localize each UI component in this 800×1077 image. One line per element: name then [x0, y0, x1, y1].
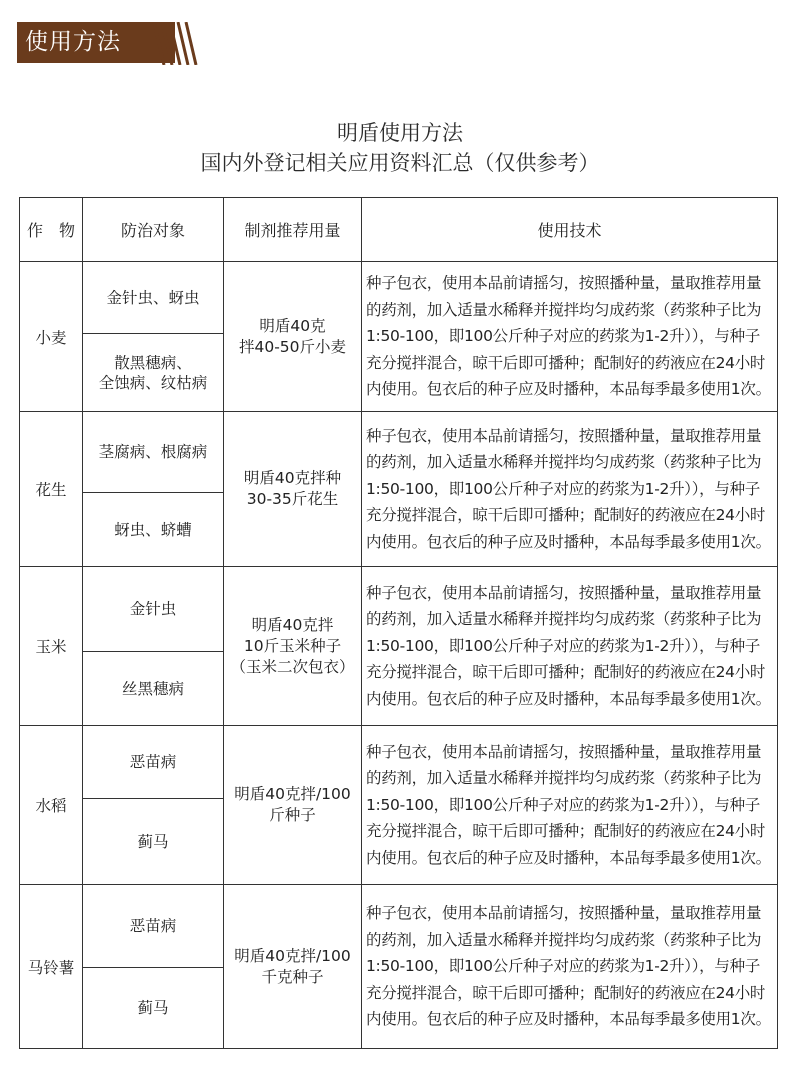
target-cell [83, 334, 224, 412]
header-technique: 使用技术 [362, 198, 778, 262]
target-cell: 恶苗病 [83, 726, 224, 799]
target-cell: 金针虫、蚜虫 [83, 262, 224, 334]
technique-cell: 种子包衣，使用本品前请摇匀，按照播种量，量取推荐用量的药剂，加入适量水稀释并搅拌均匀成药浆（药浆种子比为1:50-100，即100公斤种子对应的药浆为1-2升）），与种子充分搅拌混合，晾干后即可播种；配制好的药液应在24小时内使用。包衣后的种子应及时播种，本品每季最多使用1次。 [362, 412, 778, 567]
dose-line: 明盾40克拌/100 [234, 785, 351, 803]
dose-line: 拌40-50斤小麦 [238, 337, 347, 356]
table-header-row [20, 198, 778, 262]
target-cell: 茎腐病、根腐病 [83, 412, 224, 493]
table-row [20, 567, 778, 652]
technique-cell: 种子包衣，使用本品前请摇匀，按照播种量，量取推荐用量的药剂，加入适量水稀释并搅拌均匀成药浆（药浆种子比为1:50-100，即100公斤种子对应的药浆为1-2升）），与种子充分搅拌混合，晾干后即可播种；配制好的药液应在24小时内使用。包衣后的种子应及时播种，本品每季最多使用1次。 [362, 726, 778, 885]
technique-cell: 种子包衣，使用本品前请摇匀，按照播种量，量取推荐用量的药剂，加入适量水稀释并搅拌均匀成药浆（药浆种子比为1:50-100，即100公斤种子对应的药浆为1-2升）），与种子充分搅拌混合，晾干后即可播种；配制好的药液应在24小时内使用。包衣后的种子应及时播种，本品每季最多使用1次。 [362, 567, 778, 726]
dose-cell [224, 726, 362, 885]
table-row [20, 726, 778, 799]
target-cell: 金针虫 [83, 567, 224, 652]
dose-cell [224, 412, 362, 567]
header-dose: 制剂推荐用量 [224, 198, 362, 262]
dose-line: 30-35斤花生 [246, 490, 339, 508]
crop-cell: 马铃薯 [20, 885, 83, 1049]
crop-cell: 玉米 [20, 567, 83, 726]
dose-line: （玉米二次包衣） [230, 657, 355, 676]
crop-cell: 花生 [20, 412, 83, 567]
table-row [20, 262, 778, 334]
header-target: 防治对象 [83, 198, 224, 262]
dose-cell [224, 262, 362, 412]
banner-stripes-decoration [140, 22, 200, 65]
table-row [20, 885, 778, 968]
dose-line: 明盾40克 [259, 316, 326, 335]
technique-cell: 种子包衣，使用本品前请摇匀，按照播种量，量取推荐用量的药剂，加入适量水稀释并搅拌均匀成药浆（药浆种子比为1:50-100，即100公斤种子对应的药浆为1-2升）），与种子充分搅拌混合，晾干后即可播种；配制好的药液应在24小时内使用。包衣后的种子应及时播种，本品每季最多使用1次。 [362, 885, 778, 1049]
target-line: 散黑穗病、 [114, 353, 192, 372]
target-cell: 恶苗病 [83, 885, 224, 968]
header-crop: 作 物 [20, 198, 83, 262]
technique-cell: 种子包衣，使用本品前请摇匀，按照播种量，量取推荐用量的药剂，加入适量水稀释并搅拌均匀成药浆（药浆种子比为1:50-100，即100公斤种子对应的药浆为1-2升）），与种子充分搅拌混合，晾干后即可播种；配制好的药液应在24小时内使用。包衣后的种子应及时播种，本品每季最多使用1次。 [362, 262, 778, 412]
dose-line: 明盾40克拌种 [243, 469, 342, 487]
table-row [20, 412, 778, 493]
dose-line: 斤种子 [269, 806, 316, 824]
dose-line: 10斤玉米种子 [243, 636, 342, 655]
target-cell: 蓟马 [83, 968, 224, 1049]
main-title: 明盾使用方法 [337, 121, 463, 145]
dose-cell [224, 885, 362, 1049]
dose-line: 千克种子 [261, 967, 324, 986]
dose-cell [224, 567, 362, 726]
crop-cell: 小麦 [20, 262, 83, 412]
dose-line: 明盾40克拌/100 [234, 946, 351, 965]
dose-line: 明盾40克拌 [251, 615, 334, 634]
target-cell: 丝黑穗病 [83, 652, 224, 726]
crop-cell: 水稻 [20, 726, 83, 885]
page-titles [0, 118, 800, 178]
target-line: 全蚀病、纹枯病 [98, 373, 208, 392]
target-cell: 蓟马 [83, 799, 224, 885]
target-cell: 蚜虫、蛴螬 [83, 493, 224, 567]
sub-title: 国内外登记相关应用资料汇总（仅供参考） [200, 151, 600, 175]
section-title: 使用方法 [25, 29, 121, 55]
usage-table [19, 197, 778, 1049]
